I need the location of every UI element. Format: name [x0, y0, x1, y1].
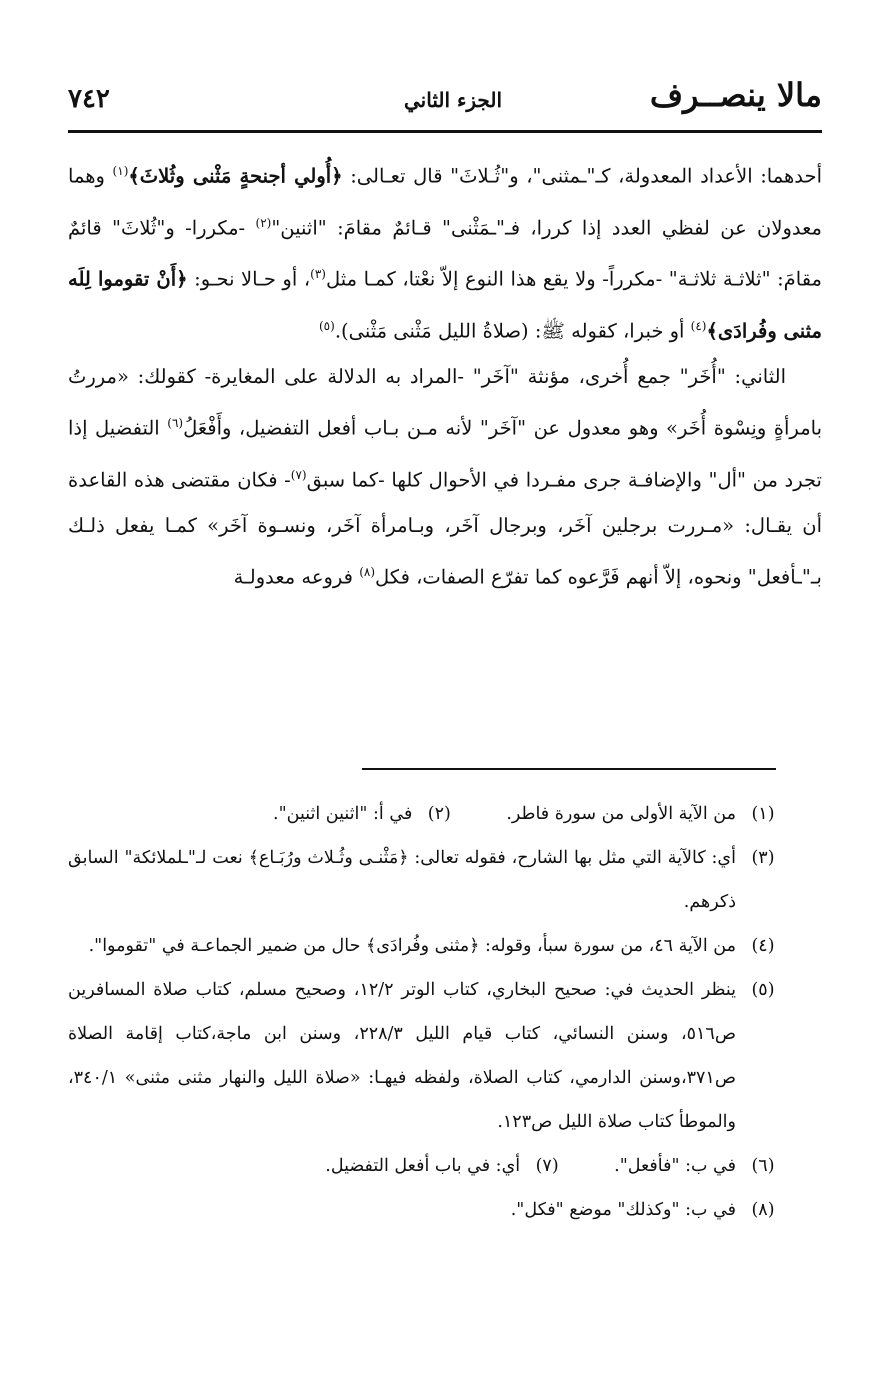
- text-run: -مكررا- و"ثُلاثَ" قائمٌ مقامَ: "ثلاثـة ثلاثـة" -مكرراً- ولا يقع هذا النوع إلاّ نعْتا، كمـا مثل: [68, 216, 822, 291]
- text-run: - فكان مقتضى هذه القاعدة أن يقـال: «مـررت برجلين آخَر، وبرجال آخَر، وبـامرأة آخَر، ونسـوة آخَر» كمـا يفعل ذلـك بـ"ـأفعل" ونحوه، إلاّ أنهم فَرَّعوه كما تفرّع الصفات، فكل: [68, 468, 822, 589]
- footnote-gap: [466, 792, 506, 836]
- footnote-ref: (١): [112, 164, 129, 178]
- footnote-ref: (٦): [167, 416, 184, 430]
- text-run: فروعه معدولـة: [233, 565, 360, 589]
- page-number: ٧٤٢: [68, 84, 110, 114]
- footnote-ref: (٢): [255, 215, 272, 230]
- text-run: أو خبرا، كقوله ﷺ: (صلاةُ الليل مَثْنى مَثْنى).: [334, 319, 691, 342]
- quran-verse: ﴿أَنْ تقوموا لِلَه مثنى وفُرادَى﴾: [68, 267, 822, 342]
- footnote-ref: (٣): [310, 267, 326, 281]
- footnote-text: أي: في باب أفعل التفضيل.: [325, 1156, 521, 1176]
- footnote-number: (٤): [751, 936, 775, 956]
- footnote-number: (٧): [535, 1156, 559, 1176]
- footnote-separator: [362, 768, 776, 770]
- text-run: التفضيل إذا تجرد من "أل" والإضافـة جرى مفـردا في الأحوال كلها -كما سبق: [68, 416, 822, 491]
- footnote-ref: (٤): [690, 318, 707, 333]
- text-run: أحدهما: الأعداد المعدولة، كـ"ـمثنى"، و"ثُـلاثَ" قال تعـالى:: [342, 164, 823, 188]
- main-text: [68, 148, 822, 601]
- footnote-text: في ب: "فأفعل".: [614, 1156, 736, 1176]
- footnote-pair: [68, 792, 790, 836]
- footnote-number: (٢): [427, 804, 451, 824]
- page-header: [68, 70, 822, 126]
- footnote: [68, 968, 790, 1144]
- paragraph: [68, 354, 822, 601]
- footnote-ref: (٥): [318, 318, 335, 333]
- footnotes: [68, 792, 790, 1232]
- footnote-text: من الآية ٤٦، من سورة سبأ، وقوله: ﴿مثنى وفُرادَى﴾ حال من ضمير الجماعـة في "تقوموا".: [88, 936, 736, 956]
- footnote-number: (٣): [751, 848, 775, 868]
- paragraph: [68, 148, 822, 354]
- text-run: ، أو حـالا نحـو:: [187, 267, 311, 291]
- part-title: الجزء الثاني: [404, 88, 502, 112]
- footnote-text: في أ: "اثنين اثنين".: [273, 804, 413, 824]
- quran-verse: ﴿أُولي أجنحةٍ مَثْنى وثُلاثَ﴾: [128, 164, 343, 188]
- header-rule: [68, 130, 822, 133]
- footnote-text: ينظر الحديث في: صحيح البخاري، كتاب الوتر ١٢/٢، وصحيح مسلم، كتاب صلاة المسافرين ص٥١٦، وسنن النسائي، كتاب قيام الليل ٢٢٨/٣، وسنن ابن ماجة،كتاب إقامة الصلاة ص٣٧١،وسنن الدارمي، كتاب الصلاة، ولفظه فيهـا: «صلاة الليل والنهار مثنى مثنى» ٣٤٠/١، والموطأ كتاب صلاة الليل ص١٢٣.: [68, 980, 737, 1132]
- footnote-number: (٦): [751, 1156, 775, 1176]
- footnote-ref: (٨): [359, 565, 376, 579]
- footnote: [68, 924, 790, 968]
- footnote-ref: (٧): [290, 467, 307, 482]
- footnote-number: (١): [751, 804, 775, 824]
- footnote: [68, 1188, 790, 1232]
- footnote: [68, 836, 790, 924]
- footnote-text: من الآية الأولى من سورة فاطر.: [506, 804, 736, 824]
- footnote-number: (٥): [751, 980, 775, 1000]
- footnote-pair: [68, 1144, 790, 1188]
- text-run: الثاني: "أُخَر" جمع أُخرى، مؤنثة "آخَر" -المراد به الدلالة على المغايرة- كقولك: «مررتُ بامرأةٍ ونِسْوة أُخَر» وهو معدول عن "آخَر" لأنه مـن بـاب أفعل التفضيل، وأَفْعَلُ: [68, 365, 823, 440]
- book-title: مالا ينصــرف: [649, 76, 822, 114]
- footnote-text: أي: كالآية التي مثل بها الشارح، فقوله تعالى: ﴿مَثْنـى وثُـلاث ورُبَـاع﴾ نعت لـ"ـلملائكة" السابق ذكرهم.: [68, 848, 736, 912]
- text-run: وهما معدولان عن لفظي العدد إذا كررا، فـ"ـمَثْنى" قـائمٌ مقامَ: "اثنين": [68, 164, 823, 239]
- footnote-gap: [574, 1144, 614, 1188]
- footnote-number: (٨): [751, 1200, 775, 1220]
- footnote-text: في ب: "وكذلك" موضع "فكل".: [510, 1200, 736, 1220]
